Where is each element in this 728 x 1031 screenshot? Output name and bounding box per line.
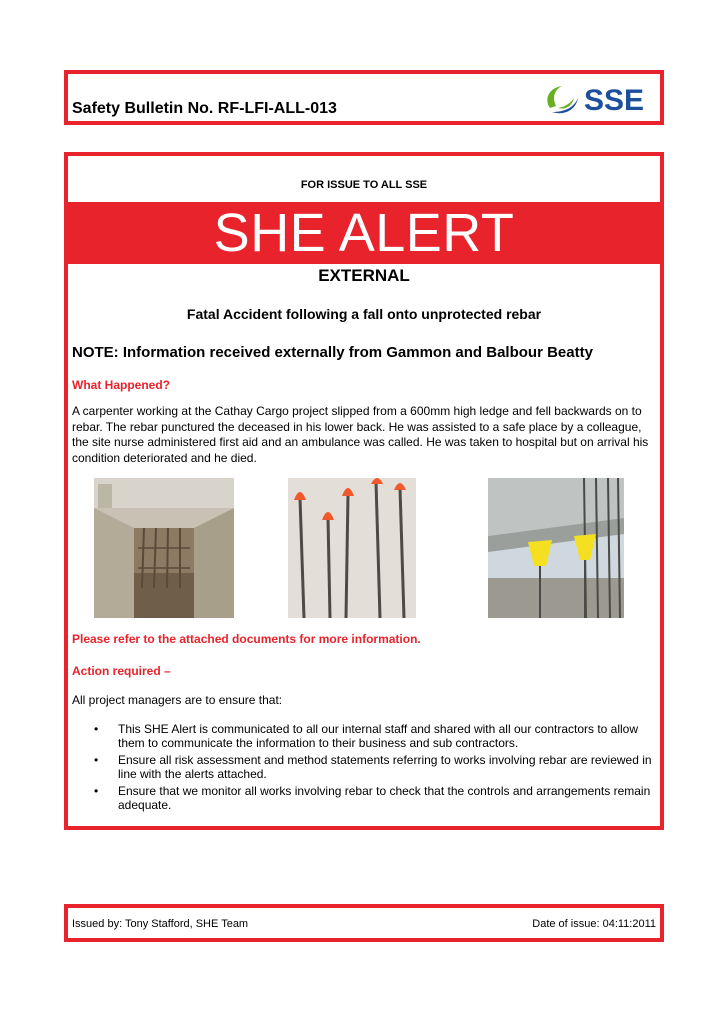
- incident-narrative: A carpenter working at the Cathay Cargo project slipped from a 600mm high ledge and fell backwards on to rebar. The rebar punctured the deceased in his lower back. He was assisted to a safe place by a colleague, the site nurse administered first aid and an ambulance was called. He was taken to hospital but on arrival his condition deteriorated and he died.: [72, 404, 649, 465]
- alert-scope: EXTERNAL: [318, 266, 410, 285]
- sse-logo: [540, 78, 652, 120]
- managers-intro: All project managers are to ensure that:: [72, 693, 283, 707]
- bullet-icon: •: [94, 784, 99, 798]
- svg-text:SSE: SSE: [584, 84, 645, 117]
- bulletin-header: [64, 70, 664, 125]
- what-happened-heading: What Happened?: [72, 378, 170, 392]
- bulletin-footer: [64, 904, 664, 942]
- issue-line: FOR ISSUE TO ALL SSE: [300, 179, 428, 191]
- photo-rebar-caps: [288, 478, 416, 618]
- photo-rebar-yellow-caps: [488, 478, 624, 618]
- alert-body: [64, 152, 664, 830]
- bulletin-title: Safety Bulletin No. RF-LFI-ALL-013: [72, 100, 337, 117]
- action-list: [88, 722, 652, 815]
- issued-by: Issued by: Tony Stafford, SHE Team: [72, 918, 249, 930]
- action-item: • Ensure all risk assessment and method statements referring to works involving rebar are reviewed in line with the alerts attached.: [94, 753, 652, 781]
- photo-trench-rebar: [94, 478, 234, 618]
- action-item: • Ensure that we monitor all works involving rebar to check that the controls and arrangements remain adequate.: [94, 784, 651, 812]
- action-required-heading: Action required –: [72, 664, 171, 678]
- date-of-issue: Date of issue: 04:11:2011: [532, 918, 656, 930]
- bullet-icon: •: [94, 722, 99, 736]
- refer-to-attachments: Please refer to the attached documents for more information.: [72, 632, 421, 646]
- bullet-icon: •: [94, 753, 99, 767]
- alert-subtitle: Fatal Accident following a fall onto unprotected rebar: [186, 306, 542, 322]
- alert-title-banner: SHE ALERT: [68, 202, 660, 264]
- action-item: • This SHE Alert is communicated to all our internal staff and shared with all our contractors to allow them to communicate the information to their business and sub contractors.: [94, 722, 639, 750]
- alert-note: NOTE: Information received externally from Gammon and Balbour Beatty: [72, 344, 593, 361]
